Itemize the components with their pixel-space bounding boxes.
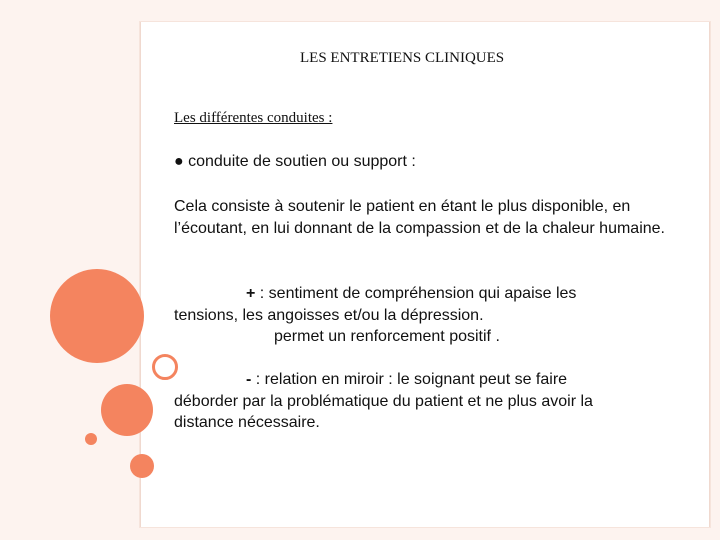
positive-line2: tensions, les angoisses et/ou la dépression. [174, 306, 484, 324]
decorative-circle-large [50, 269, 144, 363]
slide-title: LES ENTRETIENS CLINIQUES [300, 50, 505, 66]
paragraph-positive [174, 283, 694, 348]
positive-line3: permet un renforcement positif . [274, 328, 500, 345]
content-frame [140, 22, 710, 527]
positive-sign: + [246, 285, 256, 302]
paragraph-negative [174, 369, 694, 434]
decorative-circle-medium [101, 384, 153, 436]
decorative-circle-small [130, 454, 154, 478]
positive-line1: : sentiment de compréhension qui apaise les [255, 285, 577, 302]
decorative-circle-tiny [85, 433, 97, 445]
negative-first-line [174, 369, 567, 391]
negative-line3: distance nécessaire. [174, 414, 320, 431]
paragraph-definition: Cela consiste à soutenir le patient en étant le plus disponible, en l’écoutant, en lui donnant de la compassion et de la chaleur humaine. [174, 198, 665, 237]
positive-first-line [174, 283, 576, 305]
negative-line1: : relation en miroir : le soignant peut se faire [251, 371, 568, 388]
slide-subtitle: Les différentes conduites : [174, 110, 333, 126]
negative-sign: - [246, 371, 252, 388]
bullet-conduite-soutien: ● conduite de soutien ou support : [174, 153, 416, 170]
negative-line2: déborder par la problématique du patient et ne plus avoir la [174, 392, 593, 410]
